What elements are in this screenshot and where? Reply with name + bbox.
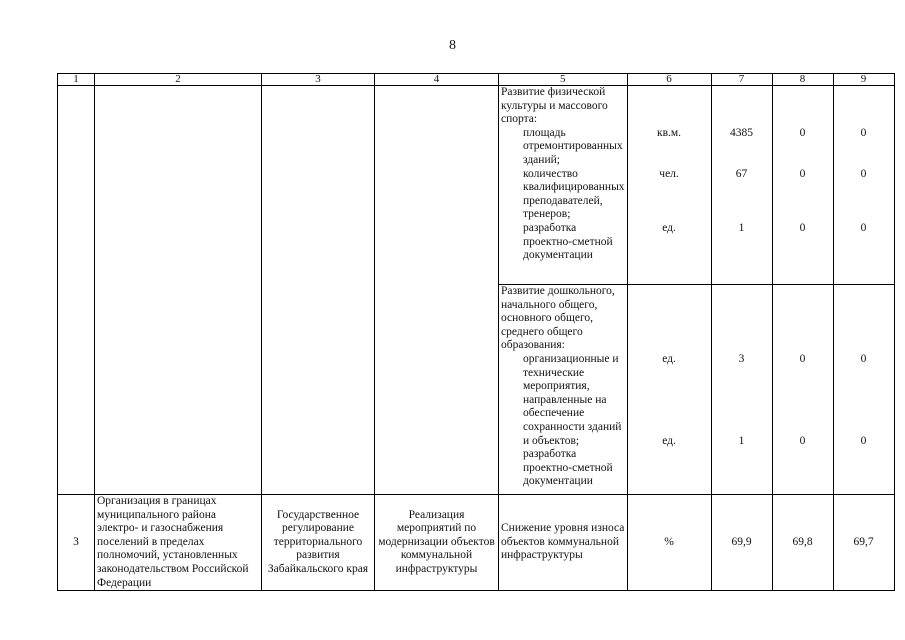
value: 4385 [730,126,754,139]
edu-item-1: организационные и технические мероприятия, направленные на обеспечение сохранности зданий и объектов; [523,352,622,447]
value: 0 [799,221,806,234]
value-cell-7 [711,285,772,495]
edu-title: Развитие дошкольного, начального общего, основного общего, среднего общего образования: [501,285,615,352]
unit-value: ед. [662,352,676,365]
table-row [58,86,895,285]
value-cell-9: 69,7 [833,495,894,591]
empty-cell [375,86,499,495]
empty-cell [262,86,375,495]
value: 0 [860,126,867,139]
column-number: 9 [833,74,894,86]
value: 0 [799,434,806,447]
column-number: 7 [711,74,772,86]
value: 0 [860,434,867,447]
unit-value: ед. [662,434,676,447]
value: 3 [738,352,745,365]
column-number: 8 [772,74,833,86]
measure-cell: Реализация мероприятий по модернизации объектов коммунальной инфраструктуры [375,495,499,591]
value-cell-9 [833,86,894,285]
unit-cell [627,285,711,495]
column-number-row [58,74,895,86]
page-number: 8 [449,38,456,53]
value-cell-9 [833,285,894,495]
value: 67 [735,167,748,180]
column-number: 5 [499,74,628,86]
column-number: 1 [58,74,95,86]
value: 0 [860,221,867,234]
unit-value: кв.м. [657,126,682,139]
value-cell-7: 69,9 [711,495,772,591]
indicator-cell: Снижение уровня износа объектов коммунальной инфраструктуры [499,495,628,591]
column-number: 3 [262,74,375,86]
value: 0 [799,352,806,365]
value: 1 [738,434,745,447]
sport-indicator-cell [499,86,628,285]
value: 0 [860,352,867,365]
value-cell-8: 69,8 [772,495,833,591]
sport-item-3: разработка проектно-сметной документации [523,221,613,262]
value: 1 [738,221,745,234]
empty-cell [58,86,95,495]
empty-cell [95,86,262,495]
indicator-table [57,73,895,591]
column-number: 6 [627,74,711,86]
edu-indicator-cell [499,285,628,495]
edu-item-2: разработка проектно-сметной документации [523,448,613,488]
program-cell: Государственное регулирование территориального развития Забайкальского края [262,495,375,591]
unit-cell [627,86,711,285]
value: 0 [799,167,806,180]
sport-item-2: количество квалифицированных преподавателей, тренеров; [523,167,625,221]
task-cell: Организация в границах муниципального района электро- и газоснабжения поселений в пределах полномочий, установленных законодательством Российской Федерации [95,495,262,591]
value: 0 [860,167,867,180]
unit-cell: % [627,495,711,591]
value-cell-7 [711,86,772,285]
column-number: 2 [95,74,262,86]
row-number: 3 [58,495,95,591]
column-number: 4 [375,74,499,86]
value: 0 [799,126,806,139]
unit-value: ед. [662,221,676,234]
sport-item-1: площадь отремонтированных зданий; [523,126,623,166]
value-cell-8 [772,86,833,285]
unit-value: чел. [659,167,679,180]
table-row [58,495,895,591]
sport-title: Развитие физической культуры и массового спорта: [501,86,608,126]
value-cell-8 [772,285,833,495]
